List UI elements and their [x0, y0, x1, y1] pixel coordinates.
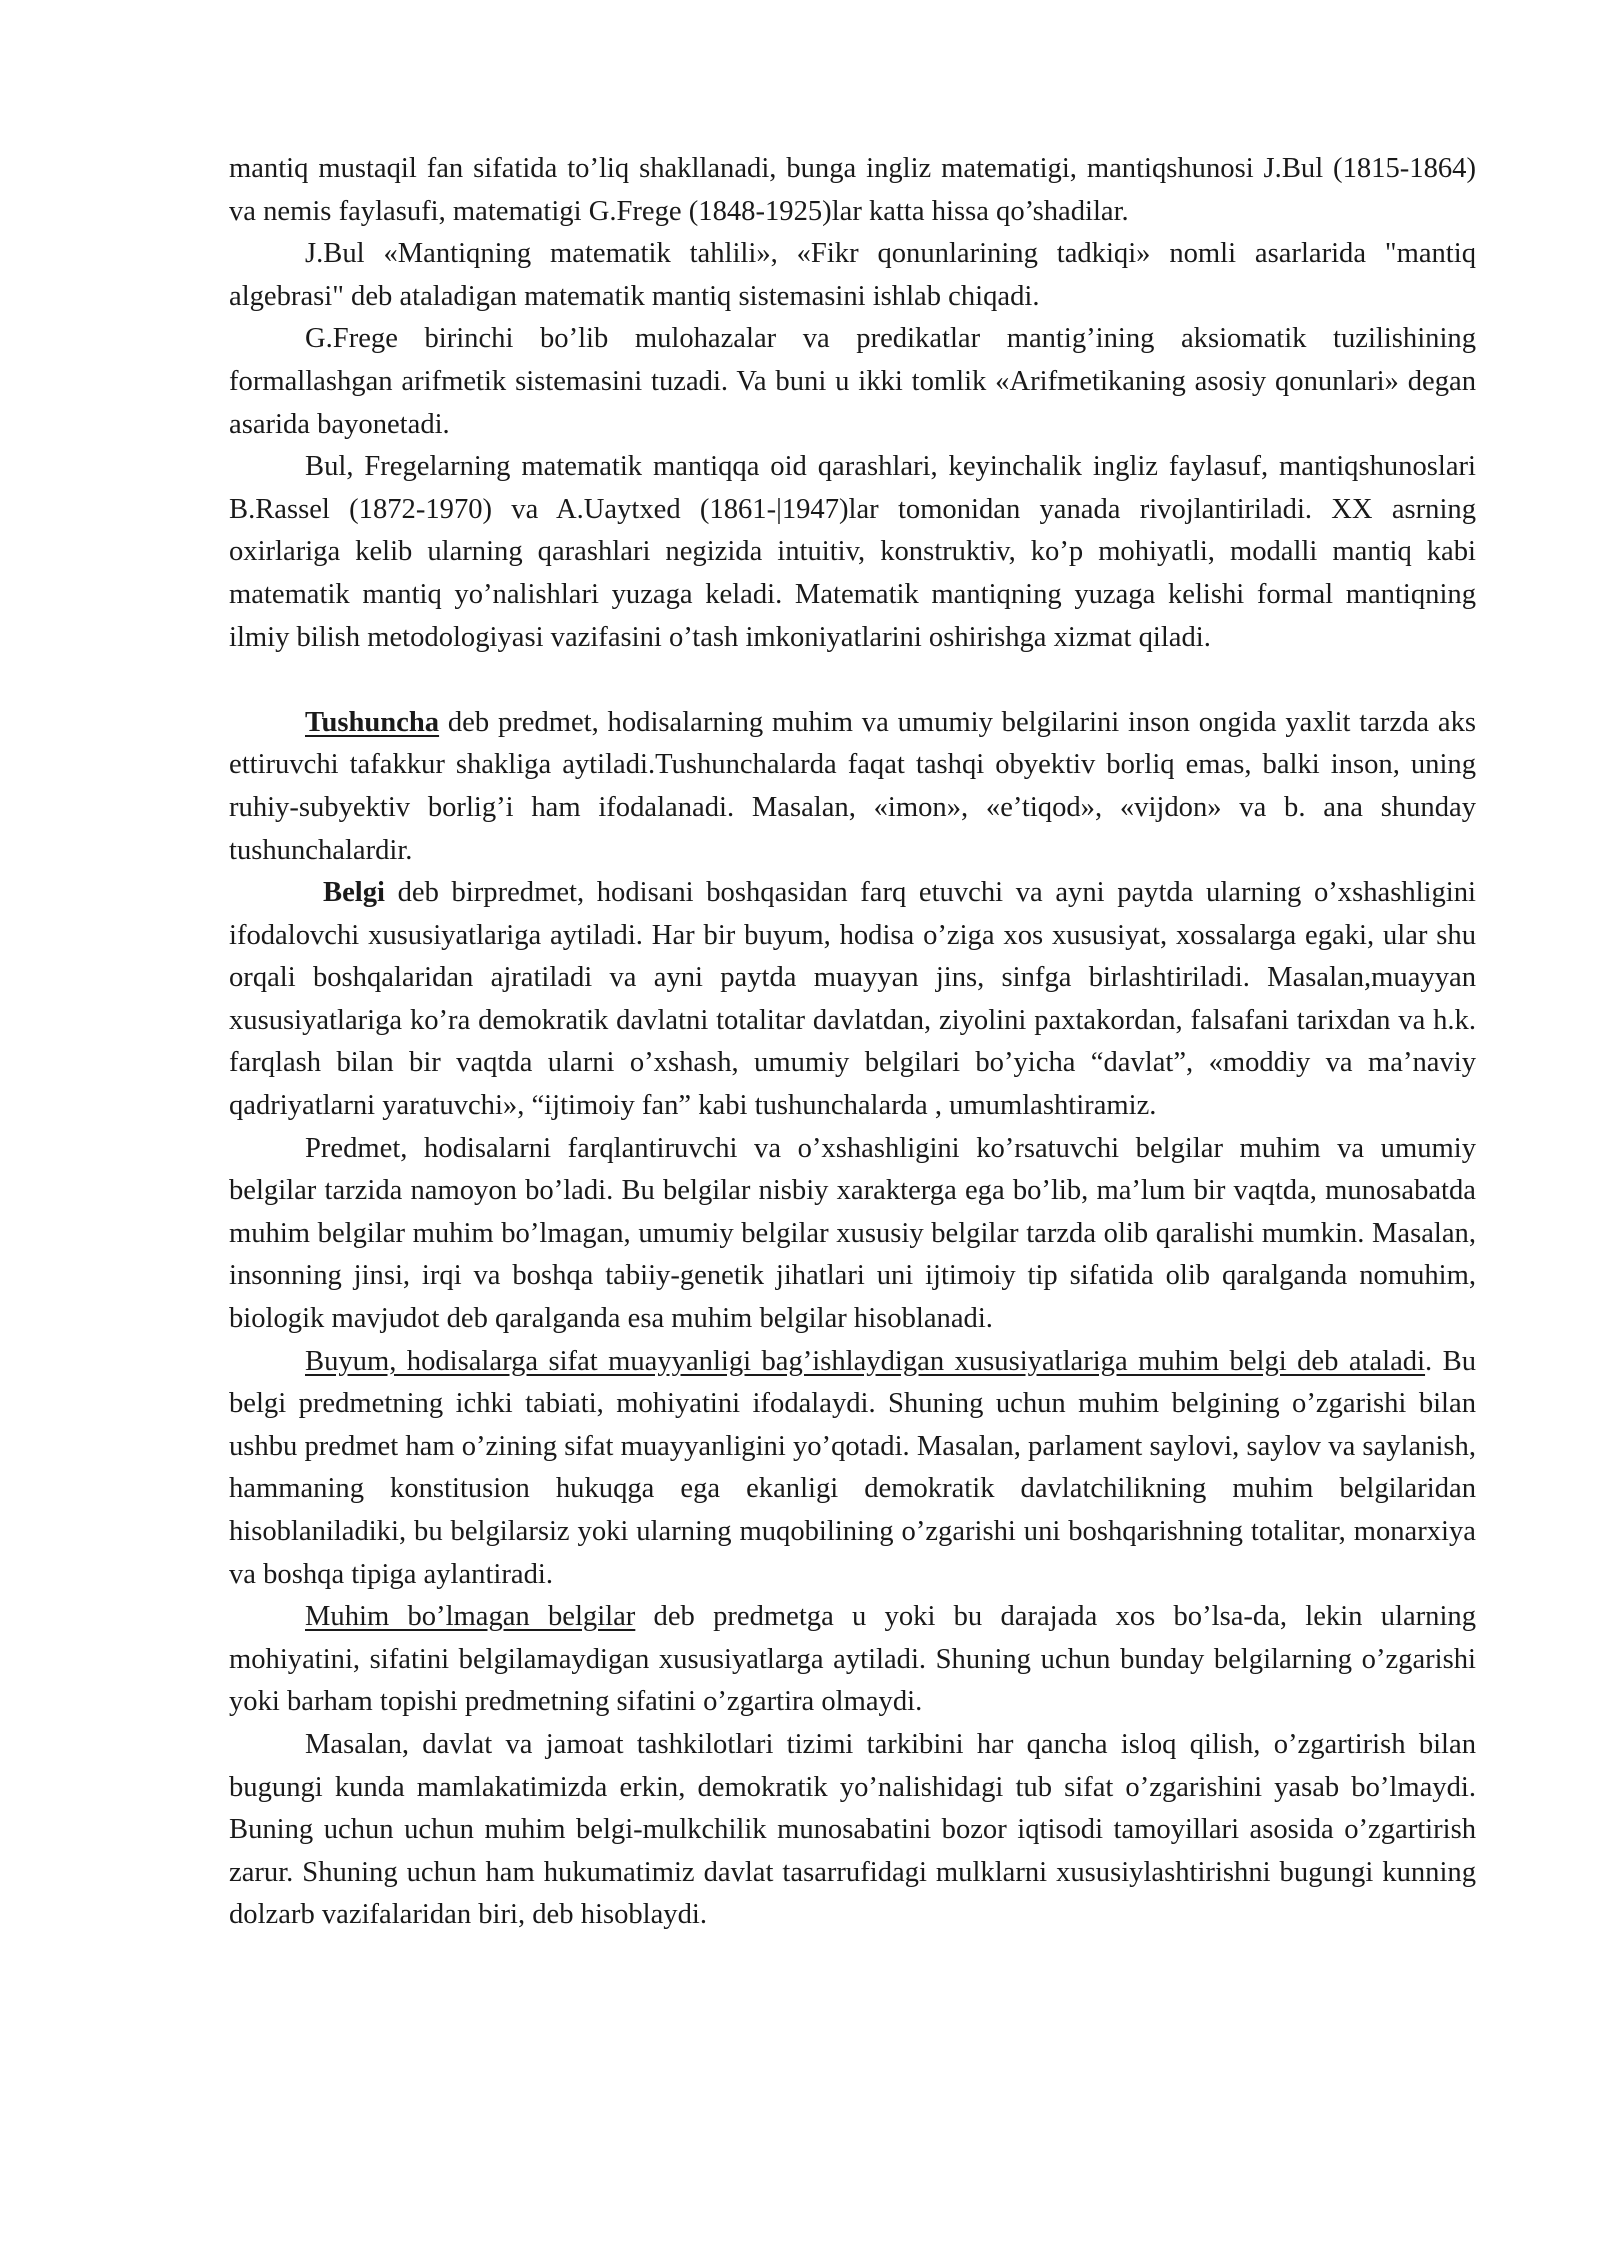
paragraph-1: mantiq mustaqil fan sifatida to’liq shakllanadi, bunga ingliz matematigi, mantiqshunosi J.Bul (1815-1864) va nemis faylasufi, matematigi G.Frege (1848-1925)lar katta hissa qo’shadilar.: [229, 153, 1476, 227]
paragraph-tushuncha-definition: [229, 702, 1476, 872]
paragraph-3: G.Frege birinchi bo’lib mulohazalar va predikatlar mantig’ining aksiomatik tuzilishining formallashgan arifmetik sistemasini tuzadi. Va buni u ikki tomlik «Arifmetikaning asosiy qonunlari» degan asarida bayonetadi.: [229, 323, 1476, 440]
paragraph-text: deb birpredmet, hodisani boshqasidan farq etuvchi va ayni paytda ularning o’xshashligini ifodalovchi xususiyatlariga aytiladi. Har bir buyum, hodisa o’ziga xos xususiyat, xossalarga egaki, ular shu orqali boshqalaridan ajratiladi va ayni paytda muayyan jins, sinfga birlashtiriladi. Masalan,muayyan xususiyatlariga ko’ra demokratik davlatni totalitar davlatdan, ziyolini paxtakordan, falsafani tarixdan va h.k. farqlash bilan bir vaqtda ularni o’xshash, umumiy belgilari bo’yicha “davlat”, «moddiy va ma’naviy qadriyatlarni yaratuvchi», “ijtimoiy fan” kabi tushunchalarda , umumlashtiramiz.: [229, 877, 1476, 1122]
term-muhim-belgi: Buyum, hodisalarga sifat muayyanligi bag’ishlaydigan xususiyatlariga muhim belgi deb ataladi: [305, 1345, 1426, 1377]
paragraph-2: J.Bul «Mantiqning matematik tahlili», «Fikr qonunlarining tadkiqi» nomli asarlarida "mantiq algebrasi" deb ataladigan matematik mantiq sistemasini ishlab chiqadi.: [229, 238, 1476, 312]
paragraph-spacer: [229, 659, 1476, 702]
paragraph-text: . Bu belgi predmetning ichki tabiati, mohiyatini ifodalaydi. Shuning uchun muhim belgining o’zgarishi bilan ushbu predmet ham o’zining sifat muayyanligini yo’qotadi. Masalan, parlament saylovi, saylov va saylanish, hammaning konstitusion hukuqga ega ekanligi demokratik davlatchilikning muhim belgilaridan hisoblaniladiki, bu belgilarsiz yoki ularning muqobilining o’zgarishi uni boshqarishning totalitar, monarxiya va boshqa tipiga aylantiradi.: [229, 1345, 1476, 1590]
term-muhim-bolmagan-belgilar: Muhim bo’lmagan belgilar: [305, 1601, 636, 1633]
paragraph-belgi-definition: [229, 872, 1476, 1128]
paragraph-7: Predmet, hodisalarni farqlantiruvchi va o’xshashligini ko’rsatuvchi belgilar muhim va umumiy belgilar tarzida namoyon bo’ladi. Bu belgilar nisbiy xarakterga ega bo’lib, ma’lum bir vaqtda, munosabatda muhim belgilar muhim bo’lmagan, umumiy belgilar xususiy belgilar tarzda olib qaralishi mumkin. Masalan, insonning jinsi, irqi va boshqa tabiiy-genetik jihatlari uni ijtimoiy tip sifatida olib qaralganda nomuhim, biologik mavjudot deb qaralganda esa muhim belgilar hisoblanadi.: [229, 1132, 1476, 1335]
paragraph-muhim-bolmagan-definition: [229, 1596, 1476, 1724]
term-belgi: Belgi: [323, 877, 385, 909]
term-tushuncha: Tushuncha: [305, 706, 440, 738]
paragraph-text: deb predmetga u yoki bu darajada xos bo’lsa-da, lekin ularning mohiyatini, sifatini belgilamaydigan xususiyatlarga aytiladi. Shuning uchun bunday belgilarning o’zgarishi yoki barham topishi predmetning sifatini o’zgartira olmaydi.: [229, 1601, 1477, 1718]
paragraph-4: Bul, Fregelarning matematik mantiqqa oid qarashlari, keyinchalik ingliz faylasuf, mantiqshunoslari B.Rassel (1872-1970) va A.Uaytxed (1861-|1947)lar tomonidan yanada rivojlantiriladi. XX asrning oxirlariga kelib ularning qarashlari negizida intuitiv, konstruktiv, ko’p mohiyatli, modalli mantiq kabi matematik mantiq yo’nalishlari yuzaga keladi. Matematik mantiqning yuzaga kelishi formal mantiqning ilmiy bilish metodologiyasi vazifasini o’tash imkoniyatlarini oshirishga xizmat qiladi.: [229, 451, 1476, 653]
document-page: [229, 148, 1476, 1937]
paragraph-10: Masalan, davlat va jamoat tashkilotlari tizimi tarkibini har qancha isloq qilish, o’zgartirish bilan bugungi kunda mamlakatimizda erkin, demokratik yo’nalishidagi tub sifat o’zgarishini yasab bo’lmaydi. Buning uchun uchun muhim belgi-mulkchilik munosabatini bozor iqtisodi tamoyillari asosida o’zgartirish zarur. Shuning uchun ham hukumatimiz davlat tasarrufidagi mulklarni xususiylashtirishni bugungi kunning dolzarb vazifalaridan biri, deb hisoblaydi.: [229, 1728, 1476, 1931]
paragraph-text: deb predmet, hodisalarning muhim va umumiy belgilarini inson ongida yaxlit tarzda aks ettiruvchi tafakkur shakliga aytiladi.Tushunchalarda faqat tashqi obyektiv borliq emas, balki inson, uning ruhiy-subyektiv borlig’i ham ifodalanadi. Masalan, «imon», «e’tiqod», «vijdon» va b. ana shunday tushunchalardir.: [229, 706, 1476, 866]
paragraph-muhim-belgi-definition: [229, 1341, 1476, 1597]
